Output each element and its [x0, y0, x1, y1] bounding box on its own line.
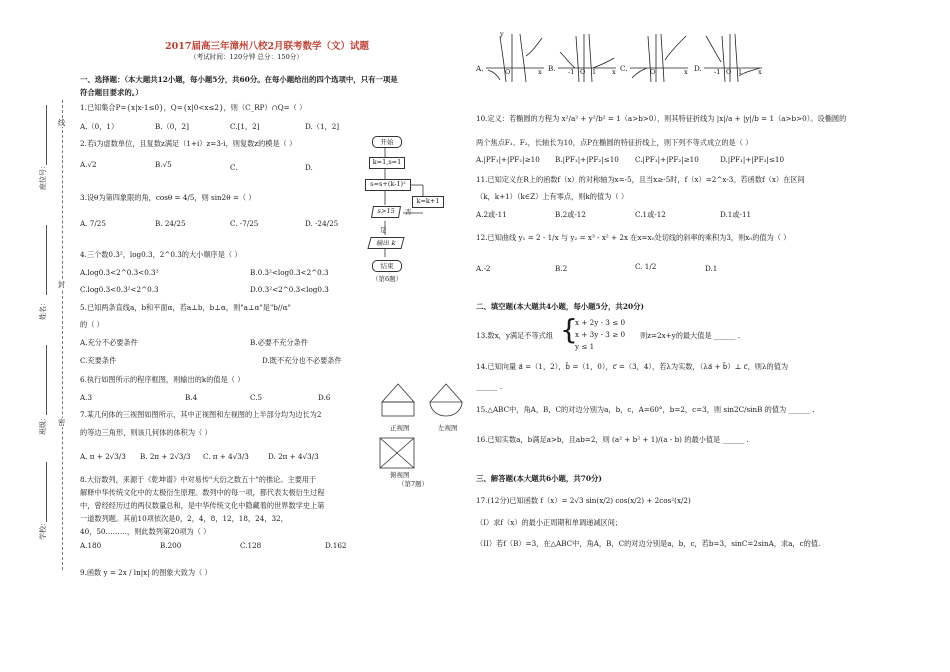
section2-heading: 二、填空题(本大题共4小题，每小题5分，共20分) — [476, 302, 644, 311]
q5-option-c: C.充要条件 — [80, 356, 117, 365]
q9-option-c: C. — [620, 64, 628, 73]
seat-number-label: 座位号： — [39, 162, 47, 190]
q7-text-cont: 的等边三角形，则该几何体的体积为（ ） — [80, 428, 212, 437]
q8-option-b: B.200 — [160, 541, 182, 550]
front-view-label: 正视图 — [390, 424, 410, 432]
q7-option-b: B. 2π + 2√3/3 — [140, 452, 191, 461]
q8-line-3: 中，曾经经历过的两仪数量总和，是中华传统文化中隐藏着的世界数学史上第 — [80, 501, 325, 510]
q3-option-a: A. 7/25 — [80, 219, 106, 228]
q10-option-d: D.|PF₁|+|PF₂|≤10 — [720, 155, 785, 164]
school-blank[interactable] — [46, 462, 47, 522]
q7-text: 7.某几何体的三视图如图所示，其中正视图和左视图的上半部分均为边长为2 — [80, 410, 322, 419]
q9-graph-a-origin: O — [505, 68, 511, 76]
q1-option-c: C.[1，2] — [230, 122, 260, 131]
q8-line-4: 一道数列题。其前10项依次是0，2，4，8，12，18，24，32， — [80, 514, 288, 523]
q3-option-b: B. 24/25 — [155, 219, 186, 228]
q3-option-d: D. -24/25 — [305, 219, 339, 228]
q9-text: 9.函数 y = 2x / ln|x| 的图象大致为（ ） — [80, 568, 212, 577]
name-label: 姓名： — [39, 299, 47, 320]
q13-system-line-2: x + 3y - 3 ≥ 0 — [575, 330, 626, 339]
q9-graph-b-neg1: -1 — [568, 68, 575, 76]
q9-graph-a — [486, 32, 548, 84]
q12-option-c: C. 1/2 — [635, 262, 657, 271]
q10-option-c: C.|PF₁|+|PF₂|≥10 — [635, 155, 699, 164]
q8-option-d: D.162 — [325, 541, 347, 550]
q9-option-b: B. — [548, 64, 556, 73]
q2-option-d: D. — [305, 163, 313, 172]
q3-option-c: C. -7/25 — [230, 219, 259, 228]
q8-option-c: C.128 — [240, 541, 262, 550]
binding-line-char: 线 — [58, 118, 66, 127]
q2-option-a: A.√2 — [80, 160, 97, 169]
q9-graph-b-one: 1 — [592, 68, 597, 76]
q6-text: 6.执行如图所示的程序框图，则输出的k的值是（ ） — [80, 375, 245, 384]
q15-text: 15.△ABC中，角A，B，C的对边分别为a，b，c，A=60°，b=2，c=3，则 sin2C/sinB 的值为 ______ . — [476, 405, 815, 414]
q2-option-c: C. — [230, 163, 238, 172]
section3-heading: 三、解答题(本大题共6小题，共70分) — [476, 474, 602, 483]
q9-graph-b — [558, 32, 620, 84]
paper-subtitle: （考试时间：120分钟 总分：150分） — [190, 53, 303, 61]
flowchart-no-label: 否 — [405, 208, 412, 216]
q5-option-d: D.既不充分也不必要条件 — [262, 356, 342, 365]
binding-seal-char: 封 — [58, 280, 66, 289]
section1-heading: 一、选择题：（本大题共12小题，每小题5分，共60分。在每小题给出的四个选项中，只有一项是 — [80, 75, 398, 84]
q11-text: 11.已知定义在R上的函数f（x）的对称轴为x=-5，且当x≥-5时，f（x）=2^x-3。若函数f（x）在区间 — [476, 175, 805, 184]
q10-text-cont: 两个焦点F₁、F₂，长轴长为10，点P在椭圆的特征折线上，则下列不等式成立的是（ ） — [476, 138, 753, 147]
left-view-label: 左视图 — [438, 424, 458, 432]
flowchart-output: 输出 k — [367, 237, 404, 249]
flowchart-increment: k=k+1 — [412, 196, 444, 208]
q11-option-d: D.1或-11 — [720, 210, 752, 219]
q2-option-b: B.√5 — [155, 160, 172, 169]
paper-title: 2017届高三年漳州八校2月联考数学（文）试题 — [165, 41, 370, 52]
q6-option-d: D.6 — [318, 393, 331, 402]
class-label: 班级： — [39, 414, 47, 435]
q9-graph-d-one: 1 — [738, 68, 743, 76]
q4-text: 4.三个数0.3²，log0.3，2^0.3的大小顺序是（ ） — [80, 250, 242, 259]
q12-option-a: A.-2 — [476, 264, 491, 273]
seat-number-blank[interactable] — [46, 105, 47, 165]
q14-text: 14.已知向量 a⃗ =（1，2），b⃗ =（1，0），c⃗ =（3，4），若λ为实数，（λa⃗ + b⃗）⊥ c⃗，则λ的值为 — [476, 362, 789, 371]
left-view-figure — [428, 382, 468, 424]
flowchart-init: k=1,s=1 — [369, 157, 405, 169]
q9-graph-d-origin: O — [726, 68, 732, 76]
q2-text: 2.若i为虚数单位，且复数z满足（1+i）z=3-i，则复数z的模是（ ） — [80, 139, 297, 148]
name-blank[interactable] — [46, 225, 47, 295]
q9-graph-d-neg1: -1 — [714, 68, 721, 76]
q1-option-a: A.（0，1） — [80, 122, 119, 131]
section1-heading-cont: 符合题目要求的。） — [80, 88, 143, 97]
q1-option-d: D.（1，2] — [305, 122, 340, 131]
q9-graph-d-x: x — [758, 68, 762, 76]
q4-option-c: C.log0.3<0.3²<2^0.3 — [80, 285, 159, 294]
binding-dashed-line — [62, 100, 63, 570]
q4-option-d: D.0.3²<2^0.3<log0.3 — [250, 285, 329, 294]
q8-line-1: 8.大衍数列，来源于《乾坤谱》中对易传"大衍之数五十"的推论。主要用于 — [80, 475, 317, 484]
q11-option-c: C.1或-12 — [635, 210, 666, 219]
q9-graph-c-origin: O — [650, 68, 656, 76]
q9-graph-c — [630, 32, 692, 84]
q10-text: 10.定义：若椭圆的方程为 x²/a² + y²/b² = 1（a>b>0），则其特征折线为 |x|/a + |y|/b = 1（a>b>0）。设椭圆的 — [476, 114, 847, 123]
q4-option-b: B.0.3²<log0.3<2^0.3 — [250, 268, 329, 277]
q13-tail: 则z=2x+y的最大值是 ______ . — [640, 331, 741, 340]
binding-seal2-char: 密 — [58, 418, 66, 427]
q11-option-b: B.2或-12 — [555, 210, 586, 219]
q10-option-b: B.|PF₁|+|PF₂|≤10 — [555, 155, 619, 164]
q9-option-d: D. — [694, 64, 702, 73]
q10-option-a: A.|PF₁|+|PF₂|≥10 — [476, 155, 540, 164]
q9-graph-c-x: x — [684, 68, 688, 76]
flowchart-start: 开始 — [372, 136, 402, 148]
q11-text-cont: （k，k+1）（k∈Z）上有零点，则k的值为（ ） — [476, 192, 629, 201]
q4-option-a: A.log0.3<2^0.3<0.3² — [80, 268, 159, 277]
q9-option-a: A. — [476, 64, 484, 73]
flowchart-end: 结束 — [372, 260, 402, 272]
q14-text-cont: ______ . — [476, 382, 503, 391]
flowchart-step: s=s+(k-1)² — [365, 179, 411, 191]
q16-text: 16.已知实数a，b满足a>b，且ab=2，则 (a² + b² + 1)/(a - b) 的最小值是 ______ . — [476, 435, 749, 444]
q5-option-a: A.充分不必要条件 — [80, 338, 138, 347]
q17-part-2: （II）若f（B）=3，在△ABC中，角A，B，C的对边分别是a，b，c，若b=3，sinC=2sinA，求a，c的值. — [476, 539, 821, 548]
q9-graph-a-x: x — [538, 68, 542, 76]
q1-option-b: B.（0，2] — [155, 122, 189, 131]
q17-part-1: （I）求f（x）的最小正周期和单调递减区间； — [476, 518, 623, 527]
q17-text: 17.(12分)已知函数 f（x）= 2√3 sin(x/2) cos(x/2) + 2cos²(x/2) — [476, 496, 691, 505]
class-blank[interactable] — [46, 345, 47, 415]
flowchart-condition: s>15 — [371, 206, 401, 218]
q5-text-cont: 的（ ） — [80, 320, 104, 329]
q9-graph-b-x: x — [612, 68, 616, 76]
q6-option-b: B.4 — [185, 393, 198, 402]
top-view-label: 俯视图 — [390, 471, 410, 479]
q9-graph-b-origin: O — [580, 68, 586, 76]
front-view-figure — [380, 382, 420, 424]
school-label: 学校： — [39, 519, 47, 540]
q6-option-c: C.5 — [250, 393, 263, 402]
q8-line-5: 40，50………，则此数列第20项为（ ） — [80, 527, 211, 536]
q9-graph-d — [704, 32, 766, 84]
threeview-caption: （第7题） — [398, 480, 429, 488]
q5-text: 5.已知两条直线a，b和平面α，若a⊥b，b⊥α，则"a⊥α"是"b//α" — [80, 303, 291, 312]
q3-text: 3.设θ为第四象限的角，cosθ = 4/5，则 sin2θ =（ ） — [80, 193, 256, 202]
q13-system-line-1: x + 2y - 3 ≤ 0 — [575, 318, 626, 327]
q7-option-c: C. π + 4√3/3 — [203, 452, 249, 461]
q13-text: 13.数x，y满足不等式组 — [476, 331, 554, 340]
q7-option-d: D. 2π + 4√3/3 — [268, 452, 319, 461]
q6-option-a: A.3 — [80, 393, 93, 402]
flowchart-yes-label: 是 — [380, 226, 387, 234]
q5-option-b: B.必要不充分条件 — [250, 338, 308, 347]
q13-system-line-3: y ≤ 1 — [575, 342, 595, 351]
q12-text: 12.已知曲线 y₁ = 2 - 1/x 与 y₂ = x³ - x² + 2x 在x=x₀处切线的斜率的乘积为3，则x₀的值为（ ） — [476, 233, 791, 242]
q1-text: 1.已知集合P={x|x-1≤0}，Q={x|0<x≤2}，则（C_RP）∩Q=（ ） — [80, 103, 307, 112]
q12-option-b: B.2 — [555, 264, 568, 273]
q12-option-d: D.1 — [705, 264, 718, 273]
q7-option-a: A. π + 2√3/3 — [80, 452, 126, 461]
q11-option-a: A.2或-11 — [476, 210, 507, 219]
q8-option-a: A.180 — [80, 541, 102, 550]
q8-line-2: 解释中华传统文化中的太极衍生原理。数列中的每一项，都代表太极衍生过程 — [80, 488, 325, 497]
flowchart-caption: （第6题） — [372, 275, 403, 283]
q9-graph-a-y: y — [500, 30, 504, 38]
q13-brace: { — [560, 313, 578, 346]
